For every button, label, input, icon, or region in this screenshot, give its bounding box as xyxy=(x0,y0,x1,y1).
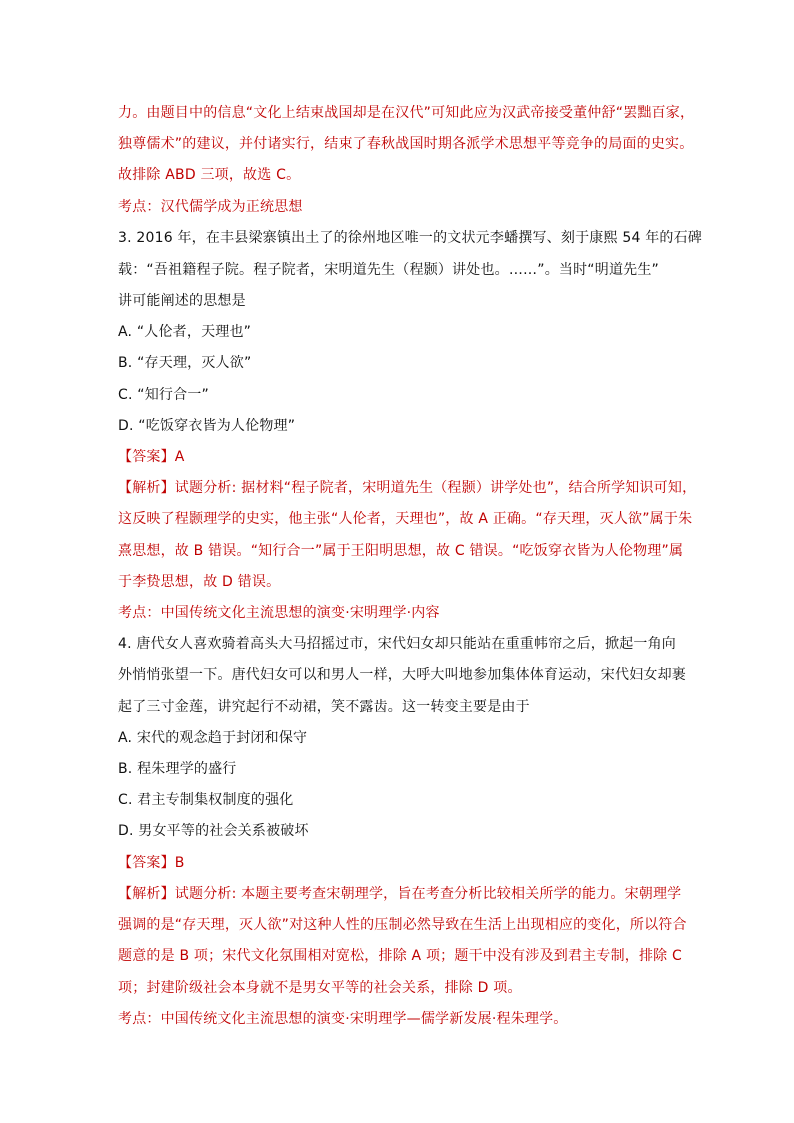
explanation-line: 独尊儒术”的建议，并付诸实行，结束了春秋战国时期各派学术思想平等竞争的局面的史实。 xyxy=(118,136,694,152)
kaodian-note: 考点：中国传统文化主流思想的演变·宋明理学—儒学新发展·程朱理学。 xyxy=(118,1011,568,1027)
option-b: B. “存天理，灭人欲” xyxy=(118,355,252,371)
analysis-line: 强调的是“存天理，灭人欲”对这种人性的压制必然导致在生活上出现相应的变化，所以符合 xyxy=(118,917,687,933)
option-d: D. “吃饭穿衣皆为人伦物理” xyxy=(118,418,296,434)
option-a: A. 宋代的观念趋于封闭和保守 xyxy=(118,730,308,746)
analysis-line: 于李贽思想，故 D 错误。 xyxy=(118,574,281,590)
analysis-line: 【解析】试题分析: 据材料“程子院者，宋明道先生（程颢）讲学处也”，结合所学知识可知， xyxy=(118,480,697,496)
question-stem: 载：“吾祖籍程子院。程子院者，宋明道先生（程颢）讲处也。……”。当时“明道先生” xyxy=(118,262,660,278)
question-stem: 讲可能阐述的思想是 xyxy=(118,293,246,309)
option-d: D. 男女平等的社会关系被破坏 xyxy=(118,823,309,839)
option-c: C. “知行合一” xyxy=(118,387,209,403)
question-stem: 4. 唐代女人喜欢骑着高头大马招摇过市，宋代妇女却只能站在重重帏帘之后，掀起一角向 xyxy=(118,636,677,652)
analysis-line: 题意的是 B 项；宋代文化氛围相对宽松，排除 A 项；题干中没有涉及到君主专制，排除 C xyxy=(118,948,683,964)
question-stem: 外悄悄张望一下。唐代妇女可以和男人一样，大呼大叫地参加集体体育运动，宋代妇女却裹 xyxy=(118,667,686,683)
kaodian-note: 考点：汉代儒学成为正统思想 xyxy=(118,199,303,215)
answer-label: 【答案】B xyxy=(118,855,185,871)
explanation-line: 故排除 ABD 三项，故选 C。 xyxy=(118,167,301,183)
option-a: A. “人伦者，天理也” xyxy=(118,324,252,340)
explanation-line: 力。由题目中的信息“文化上结束战国却是在汉代”可知此应为汉武帝接受董仲舒“罢黜百家， xyxy=(118,105,695,121)
option-c: C. 君主专制集权制度的强化 xyxy=(118,792,294,808)
analysis-line: 【解析】试题分析: 本题主要考查宋朝理学，旨在考查分析比较相关所学的能力。宋朝理学 xyxy=(118,886,682,902)
analysis-line: 熹思想，故 B 错误。“知行合一”属于王阳明思想，故 C 错误。“吃饭穿衣皆为人伦物理”属 xyxy=(118,543,684,559)
option-b: B. 程朱理学的盛行 xyxy=(118,761,237,777)
question-stem: 起了三寸金莲，讲究起行不动裙，笑不露齿。这一转变主要是由于 xyxy=(118,699,530,715)
analysis-line: 项；封建阶级社会本身就不是男女平等的社会关系，排除 D 项。 xyxy=(118,980,522,996)
analysis-line: 这反映了程颢理学的史实，他主张“人伦者，天理也”，故 A 正确。“存天理，灭人欲”属于朱 xyxy=(118,511,693,527)
question-stem: 3. 2016 年，在丰县梁寨镇出土了的徐州地区唯一的文状元李蟠撰写、刻于康熙 54 年的石碑 xyxy=(118,230,702,246)
answer-label: 【答案】A xyxy=(118,449,185,465)
kaodian-note: 考点：中国传统文化主流思想的演变·宋明理学·内容 xyxy=(118,605,440,621)
